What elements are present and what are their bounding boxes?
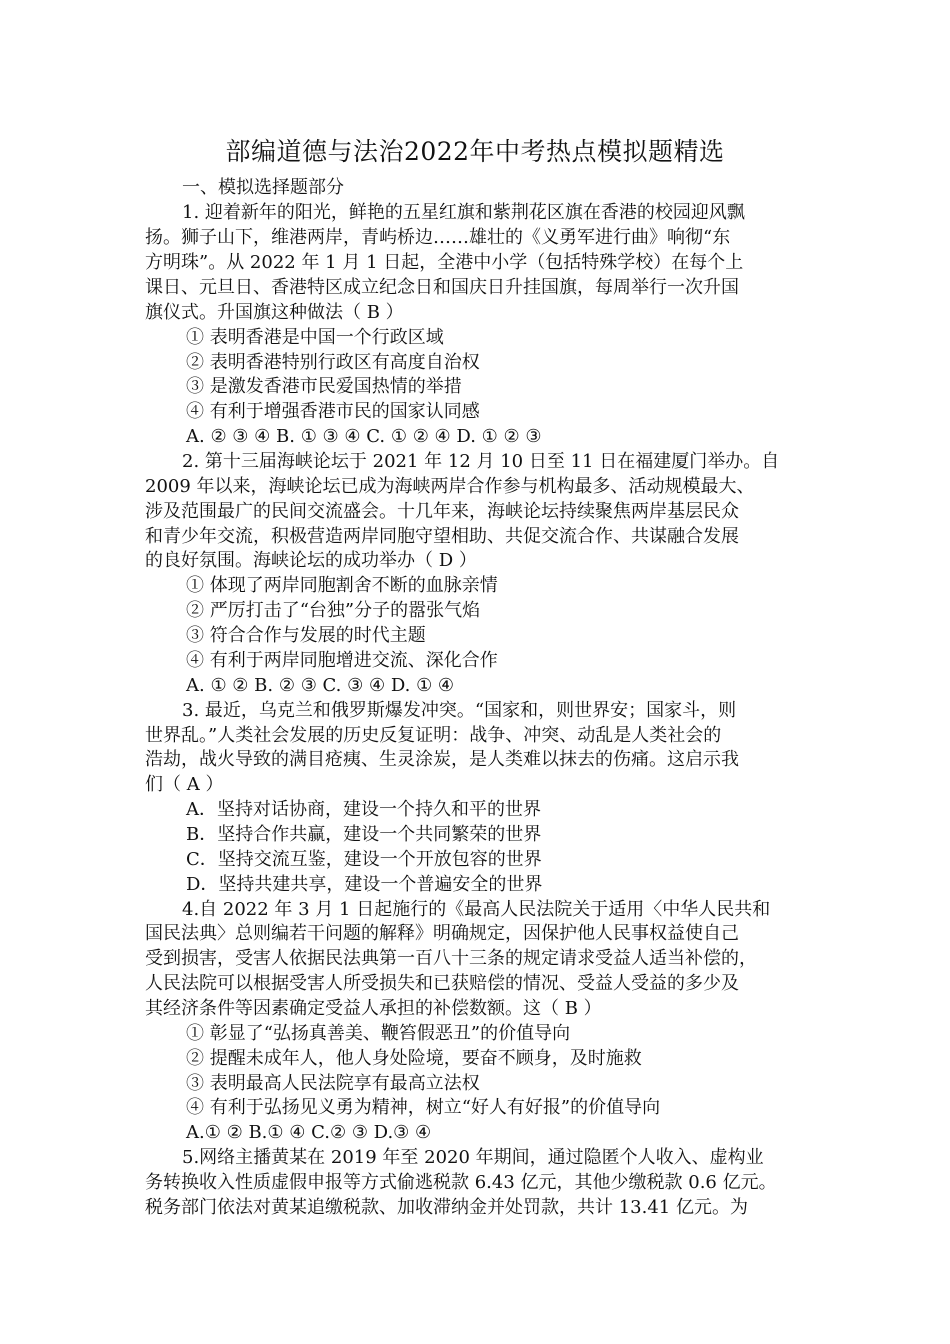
- question-3-text: 3. 最近，乌克兰和俄罗斯爆发冲突。“国家和，则世界安；国家斗，则: [182, 700, 737, 721]
- question-3-option: B．坚持合作共赢，建设一个共同繁荣的世界: [186, 824, 542, 845]
- question-3-option: D．坚持共建共享，建设一个普遍安全的世界: [186, 874, 543, 895]
- question-2-option: ① 体现了两岸同胞割舍不断的血脉亲情: [186, 575, 498, 596]
- question-2-option: ④ 有利于两岸同胞增进交流、深化合作: [186, 650, 498, 671]
- question-4-option: ④ 有利于弘扬见义勇为精神，树立“好人有好报”的价值导向: [186, 1097, 661, 1118]
- question-1-option: ① 表明香港是中国一个行政区域: [186, 327, 444, 348]
- document-title: 部编道德与法治2022年中考热点模拟题精选: [225, 137, 725, 166]
- question-1-option: ④ 有利于增强香港市民的国家认同感: [186, 401, 480, 422]
- question-1-option: ③ 是激发香港市民爱国热情的举措: [186, 376, 462, 397]
- question-4-option: ① 彰显了“弘扬真善美、鞭笞假恶丑”的价值导向: [186, 1023, 571, 1044]
- question-1-text: 方明珠”。从 2022 年 1 月 1 日起，全港中小学（包括特殊学校）在每个上: [145, 252, 744, 273]
- question-4-choices: A.① ② B.① ④ C.② ③ D.③ ④: [186, 1122, 432, 1143]
- question-2-option: ③ 符合合作与发展的时代主题: [186, 625, 426, 646]
- question-1-option: ② 表明香港特别行政区有高度自治权: [186, 352, 480, 373]
- question-1-text: 扬。狮子山下，维港两岸，青屿桥边……雄壮的《义勇军进行曲》响彻“东: [145, 227, 731, 248]
- question-4-text: 4.自 2022 年 3 月 1 日起施行的《最高人民法院关于适用〈中华人民共和: [182, 899, 771, 920]
- question-2-text: 涉及范围最广的民间交流盛会。十几年来，海峡论坛持续聚焦两岸基层民众: [145, 501, 739, 522]
- question-3-text: 世界乱。”人类社会发展的历史反复证明：战争、冲突、动乱是人类社会的: [145, 725, 722, 746]
- question-1-choices: A. ② ③ ④ B. ① ③ ④ C. ① ② ④ D. ① ② ③: [186, 426, 542, 447]
- question-2-text: 和青少年交流，积极营造两岸同胞守望相助、共促交流合作、共谋融合发展: [145, 526, 739, 547]
- question-1-text: 旗仪式。升国旗这种做法（ B ）: [145, 302, 404, 323]
- question-3-text: 们（ A ）: [145, 774, 224, 795]
- question-3-option: C．坚持交流互鉴，建设一个开放包容的世界: [186, 849, 542, 870]
- question-4-text: 人民法院可以根据受害人所受损失和已获赔偿的情况、受益人受益的多少及: [145, 973, 739, 994]
- question-2-text: 2009 年以来，海峡论坛已成为海峡两岸合作参与机构最多、活动规模最大、: [145, 476, 755, 497]
- question-5-text: 税务部门依法对黄某追缴税款、加收滞纳金并处罚款，共计 13.41 亿元。为: [145, 1197, 748, 1218]
- question-4-option: ② 提醒未成年人，他人身处险境，要奋不顾身，及时施救: [186, 1048, 642, 1069]
- question-5-text: 务转换收入性质虚假申报等方式偷逃税款 6.43 亿元，其他少缴税款 0.6 亿元。: [145, 1172, 777, 1193]
- question-1-text: 1. 迎着新年的阳光，鲜艳的五星红旗和紫荆花区旗在香港的校园迎风飘: [182, 202, 745, 223]
- question-2-choices: A. ① ② B. ② ③ C. ③ ④ D. ① ④: [186, 675, 455, 696]
- question-4-text: 其经济条件等因素确定受益人承担的补偿数额。这（ B ）: [145, 998, 602, 1019]
- question-2-text: 2. 第十三届海峡论坛于 2021 年 12 月 10 日至 11 日在福建厦门举办。自: [182, 451, 780, 472]
- question-3-text: 浩劫，战火导致的满目疮痍、生灵涂炭，是人类难以抹去的伤痛。这启示我: [145, 749, 739, 770]
- question-4-text: 受到损害，受害人依据民法典第一百八十三条的规定请求受益人适当补偿的，: [145, 948, 757, 969]
- question-4-text: 国民法典〉总则编若干问题的解释》明确规定，因保护他人民事权益使自己: [145, 923, 739, 944]
- question-2-text: 的良好氛围。海峡论坛的成功举办（ D ）: [145, 550, 477, 571]
- question-5-text: 5.网络主播黄某在 2019 年至 2020 年期间，通过隐匿个人收入、虚构业: [182, 1147, 764, 1168]
- question-1-text: 课日、元旦日、香港特区成立纪念日和国庆日升挂国旗，每周举行一次升国: [145, 277, 739, 298]
- question-4-option: ③ 表明最高人民法院享有最高立法权: [186, 1073, 480, 1094]
- question-2-option: ② 严厉打击了“台独”分子的嚣张气焰: [186, 600, 481, 621]
- question-3-option: A．坚持对话协商，建设一个持久和平的世界: [186, 799, 541, 820]
- section-heading: 一、模拟选择题部分: [182, 177, 344, 198]
